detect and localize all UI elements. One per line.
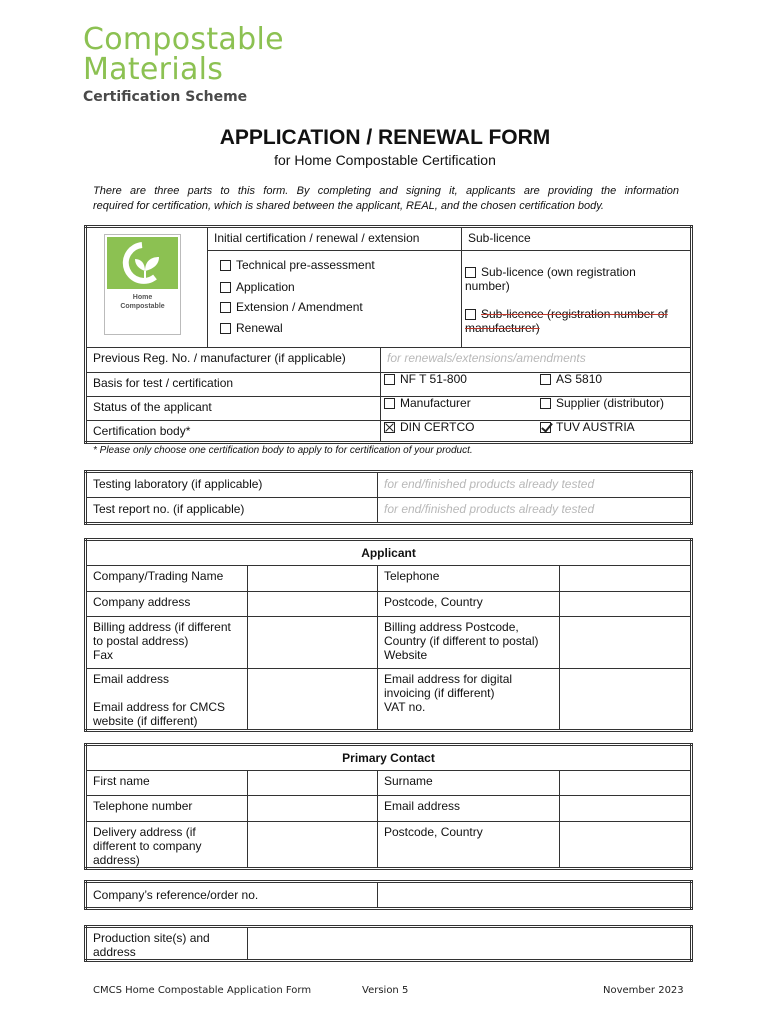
- option-supplier[interactable]: Supplier (distributor): [540, 396, 664, 410]
- intro-text: [93, 184, 679, 214]
- input-contact-postcode[interactable]: [560, 821, 692, 868]
- intro-line-2: required for certification, which is shared between the applicant, REAL, and the chosen certification body.: [93, 200, 604, 212]
- option-renewal[interactable]: Renewal: [220, 321, 283, 335]
- label-postcode-country: Postcode, Country: [378, 591, 560, 616]
- option-extension[interactable]: Extension / Amendment: [220, 300, 363, 314]
- input-surname[interactable]: [560, 771, 692, 796]
- col-initial-header: Initial certification / renewal / extension: [208, 227, 462, 251]
- option-sublicence-own[interactable]: Sub-licence (own registration number): [465, 265, 636, 293]
- checkbox-icon[interactable]: [465, 309, 476, 320]
- form-subtitle: for Home Compostable Certification: [274, 152, 496, 168]
- label-telephone: Telephone: [378, 566, 560, 591]
- reference-table: [84, 880, 693, 910]
- checkbox-icon[interactable]: [465, 267, 476, 278]
- testing-lab-input[interactable]: for end/finished products already tested: [378, 472, 692, 498]
- label-contact-telephone: Telephone number: [86, 796, 248, 821]
- contact-heading: Primary Contact: [86, 745, 692, 771]
- label-production-site: Production site(s) and address: [86, 927, 248, 961]
- label-delivery-address: Delivery address (if different to company address): [86, 821, 248, 868]
- testing-lab-label: Testing laboratory (if applicable): [86, 472, 378, 498]
- label-billing-postcode: Billing address Postcode, Country (if different to postal): [378, 616, 560, 648]
- input-contact-telephone[interactable]: [248, 796, 378, 821]
- primary-contact-table: [84, 743, 693, 870]
- prev-reg-input[interactable]: for renewals/extensions/amendments: [381, 347, 692, 372]
- test-report-label: Test report no. (if applicable): [86, 498, 378, 524]
- prev-reg-label: Previous Reg. No. / manufacturer (if applicable): [86, 347, 381, 372]
- label-website: Website: [378, 648, 560, 668]
- input-postcode-country[interactable]: [560, 591, 692, 616]
- footer-date: November 2023: [603, 985, 684, 996]
- input-reference[interactable]: [378, 882, 692, 909]
- label-fax: Fax: [86, 648, 248, 668]
- label-email-invoicing: Email address for digital invoicing (if different): [378, 668, 560, 700]
- input-contact-email[interactable]: [560, 796, 692, 821]
- cert-body-label: Certification body*: [86, 420, 381, 442]
- checkbox-icon[interactable]: [220, 323, 231, 334]
- option-as-5810[interactable]: AS 5810: [540, 372, 602, 386]
- crossed-checkbox-icon[interactable]: [384, 422, 395, 433]
- status-label: Status of the applicant: [86, 396, 381, 420]
- input-email[interactable]: [248, 668, 378, 730]
- option-manufacturer[interactable]: Manufacturer: [384, 396, 471, 410]
- label-vat: VAT no.: [378, 700, 560, 730]
- input-delivery-address[interactable]: [248, 821, 378, 868]
- label-surname: Surname: [378, 771, 560, 796]
- applicant-table: [84, 538, 693, 732]
- checkbox-icon[interactable]: [220, 302, 231, 313]
- label-contact-email: Email address: [378, 796, 560, 821]
- label-reference: Company’s reference/order no.: [86, 882, 378, 909]
- form-title: APPLICATION / RENEWAL FORM: [219, 126, 551, 149]
- testing-table: [84, 470, 693, 525]
- logo-line-1: Compostable: [83, 22, 284, 57]
- checkbox-icon[interactable]: [384, 398, 395, 409]
- label-billing-address: Billing address (if different to postal address): [86, 616, 248, 648]
- input-company-address[interactable]: [248, 591, 378, 616]
- production-table: [84, 925, 693, 962]
- option-tuv-austria[interactable]: TUV AUSTRIA: [540, 420, 635, 434]
- label-email-cmcs: Email address for CMCS website (if different): [86, 700, 248, 730]
- checkbox-icon[interactable]: [540, 398, 551, 409]
- footer-version: Version 5: [362, 985, 409, 996]
- checkbox-icon[interactable]: [384, 374, 395, 385]
- option-din-certco[interactable]: DIN CERTCO: [384, 420, 474, 434]
- logo-line-2: Materials: [83, 52, 224, 87]
- label-email: Email address: [86, 668, 248, 700]
- input-company-name[interactable]: [248, 566, 378, 591]
- option-sublicence-manufacturer[interactable]: Sub-licence (registration number of manufacturer): [465, 307, 668, 335]
- input-email-invoicing[interactable]: [560, 668, 692, 730]
- checkbox-icon[interactable]: [220, 260, 231, 271]
- intro-line-1: There are three parts to this form. By completing and signing it, applicants are providing the information: [93, 185, 679, 197]
- footnote: * Please only choose one certification body to apply to for certification of your product.: [93, 445, 473, 456]
- ticked-checkbox-icon[interactable]: [540, 422, 551, 433]
- basis-label: Basis for test / certification: [86, 372, 381, 396]
- option-technical[interactable]: Technical pre-assessment: [220, 258, 375, 272]
- badge-label: Home Compostable: [120, 294, 165, 310]
- input-telephone[interactable]: [560, 566, 692, 591]
- badge-leaf-icon: [107, 237, 178, 289]
- test-report-input[interactable]: for end/finished products already tested: [378, 498, 692, 524]
- checkbox-icon[interactable]: [220, 282, 231, 293]
- label-first-name: First name: [86, 771, 248, 796]
- option-nf-t-51-800[interactable]: NF T 51-800: [384, 372, 467, 386]
- input-first-name[interactable]: [248, 771, 378, 796]
- input-billing-address[interactable]: [248, 616, 378, 668]
- checkbox-icon[interactable]: [540, 374, 551, 385]
- label-company-address: Company address: [86, 591, 248, 616]
- footer-left: CMCS Home Compostable Application Form: [93, 985, 312, 996]
- col-sublicence-header: Sub-licence: [462, 227, 692, 251]
- option-application[interactable]: Application: [220, 280, 295, 294]
- label-contact-postcode: Postcode, Country: [378, 821, 560, 868]
- input-billing-postcode[interactable]: [560, 616, 692, 668]
- input-production-site[interactable]: [248, 927, 692, 961]
- applicant-heading: Applicant: [86, 540, 692, 566]
- home-compostable-badge: [104, 234, 181, 335]
- logo-subtitle: Certification Scheme: [83, 89, 248, 105]
- label-company-name: Company/Trading Name: [86, 566, 248, 591]
